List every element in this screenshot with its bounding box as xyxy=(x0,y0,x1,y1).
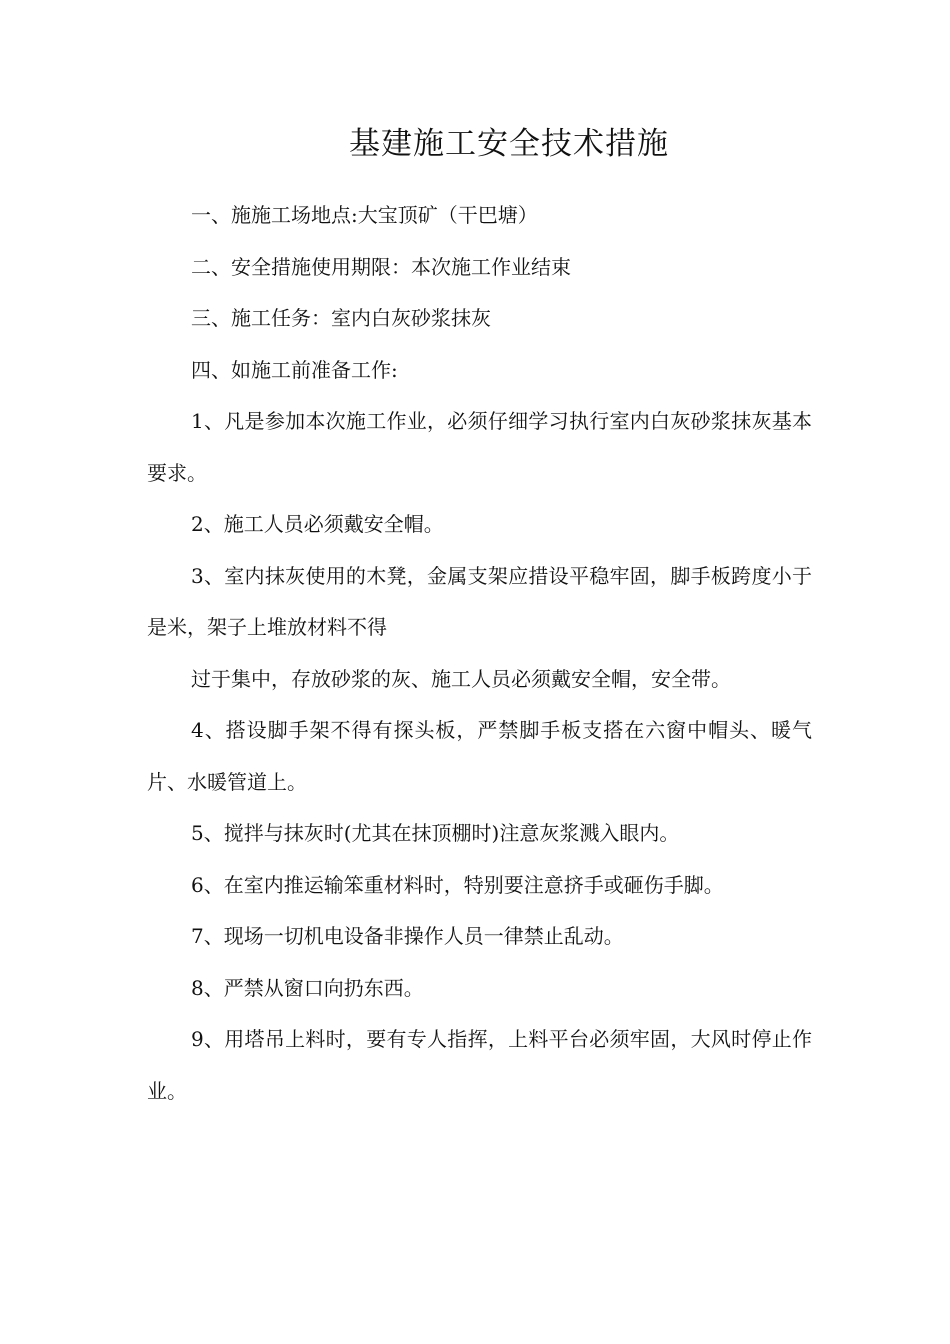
document-title: 基建施工安全技术措施 xyxy=(349,126,669,162)
paragraph-preparation-heading: 四、如施工前准备工作: xyxy=(191,357,398,382)
paragraph-item-8: 8、严禁从窗口向扔东西。 xyxy=(191,975,424,1000)
paragraph-item-3: 3、室内抹灰使用的木凳，金属支架应措设平稳牢固，脚手板跨度小于是米，架子上堆放材料不得 xyxy=(147,563,812,639)
paragraph-item-5: 5、搅拌与抹灰时(尤其在抹顶棚时)注意灰浆溅入眼内。 xyxy=(191,821,680,845)
document-body xyxy=(147,190,812,1117)
paragraph-item-9: 9、用塔吊上料时，要有专人指挥，上料平台必须牢固，大风时停止作业。 xyxy=(147,1027,812,1103)
paragraph-site-location: 一、施施工场地点:大宝顶矿（干巴塘） xyxy=(191,203,538,227)
paragraph-item-1: 1、凡是参加本次施工作业，必须仔细学习执行室内白灰砂浆抹灰基本要求。 xyxy=(147,409,812,485)
paragraph-validity-period: 二、安全措施使用期限：本次施工作业结束 xyxy=(191,254,571,279)
paragraph-construction-task: 三、施工任务：室内白灰砂浆抹灰 xyxy=(191,306,491,330)
paragraph-item-4: 4、搭设脚手架不得有探头板，严禁脚手板支搭在六窗中帽头、暖气片、水暖管道上。 xyxy=(147,718,812,794)
paragraph-item-3-continued: 过于集中，存放砂浆的灰、施工人员必须戴安全帽，安全带。 xyxy=(191,666,731,691)
paragraph-item-2: 2、施工人员必须戴安全帽。 xyxy=(191,512,444,536)
paragraph-item-7: 7、现场一切机电设备非操作人员一律禁止乱动。 xyxy=(191,924,624,948)
paragraph-item-6: 6、在室内推运输笨重材料时，特别要注意挤手或砸伤手脚。 xyxy=(191,872,724,897)
